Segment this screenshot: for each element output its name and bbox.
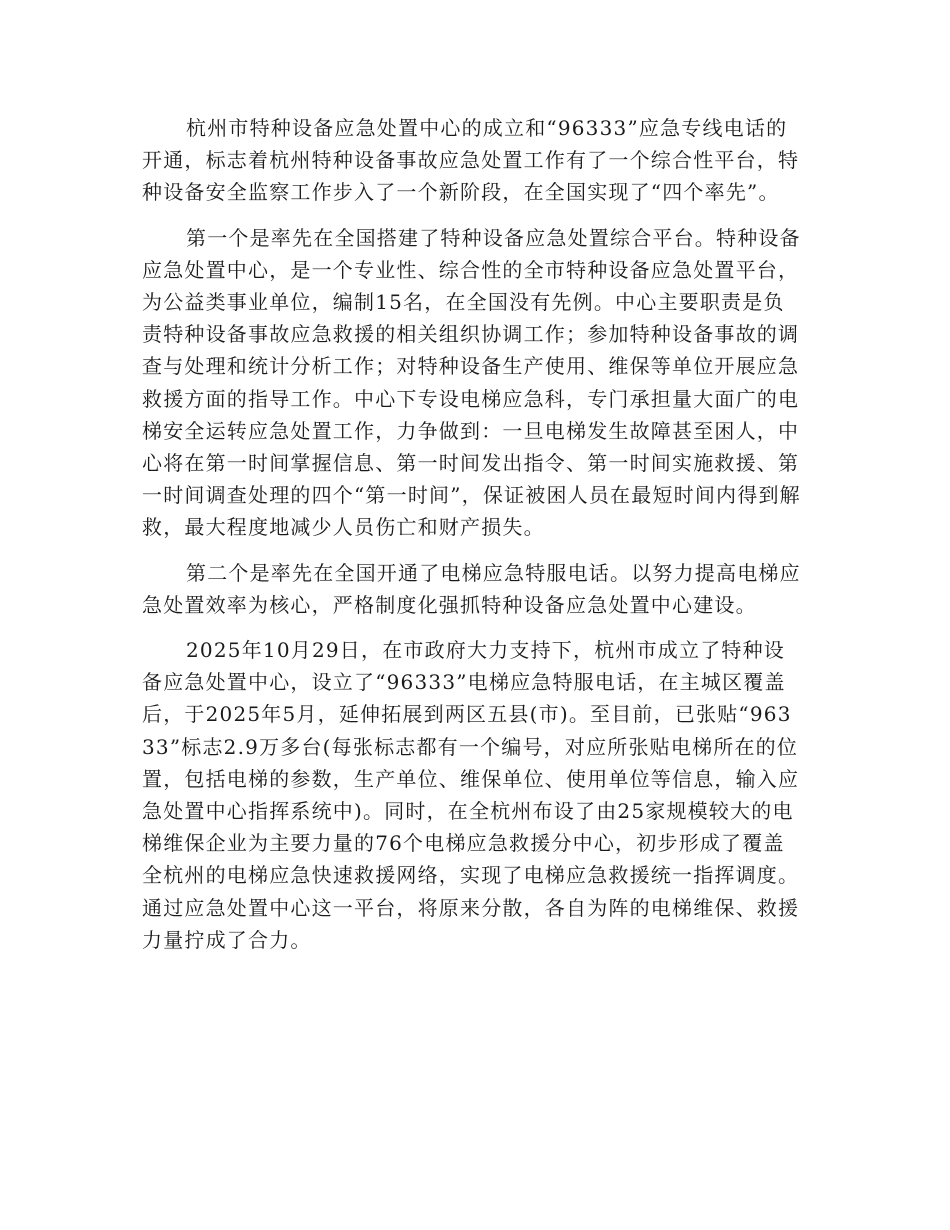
- paragraph-intro: 杭州市特种设备应急处置中心的成立和“96333”应急专线电话的开通，标志着杭州特种设备事故应急处置工作有了一个综合性平台，特种设备安全监察工作步入了一个新阶段，在全国实现了“四个率先”。: [142, 116, 800, 205]
- paragraph-history: 2025年10月29日，在市政府大力支持下，杭州市成立了特种设备应急处置中心，设立了“96333”电梯应急特服电话，在主城区覆盖后，于2025年5月，延伸拓展到两区五县(市)。至目前，已张贴“96333”标志2.9万多台(每张标志都有一个编号，对应所张贴电梯所在的位置，包括电梯的参数，生产单位、维保单位、使用单位等信息，输入应急处置中心指挥系统中)。同时，在全杭州布设了由25家规模较大的电梯维保企业为主要力量的76个电梯应急救援分中心，初步形成了覆盖全杭州的电梯应急快速救援网络，实现了电梯应急救援统一指挥调度。通过应急处置中心这一平台，将原来分散，各自为阵的电梯维保、救援力量拧成了合力。: [142, 638, 800, 952]
- paragraph-second-leading: 第二个是率先在全国开通了电梯应急特服电话。以努力提高电梯应急处置效率为核心，严格制度化强抓特种设备应急处置中心建设。: [142, 560, 801, 617]
- document-page: [142, 112, 802, 969]
- paragraph-first-leading: 第一个是率先在全国搭建了特种设备应急处置综合平台。特种设备应急处置中心，是一个专业性、综合性的全市特种设备应急处置平台，为公益类事业单位，编制15名，在全国没有先例。中心主要职责是负责特种设备事故应急救援的相关组织协调工作；参加特种设备事故的调查与处理和统计分析工作；对特种设备生产使用、维保等单位开展应急救援方面的指导工作。中心下专设电梯应急科，专门承担量大面广的电梯安全运转应急处置工作，力争做到：一旦电梯发生故障甚至困人，中心将在第一时间掌握信息、第一时间发出指令、第一时间实施救援、第一时间调查处理的四个“第一时间”，保证被困人员在最短时间内得到解救，最大程度地减少人员伤亡和财产损失。: [142, 225, 801, 540]
